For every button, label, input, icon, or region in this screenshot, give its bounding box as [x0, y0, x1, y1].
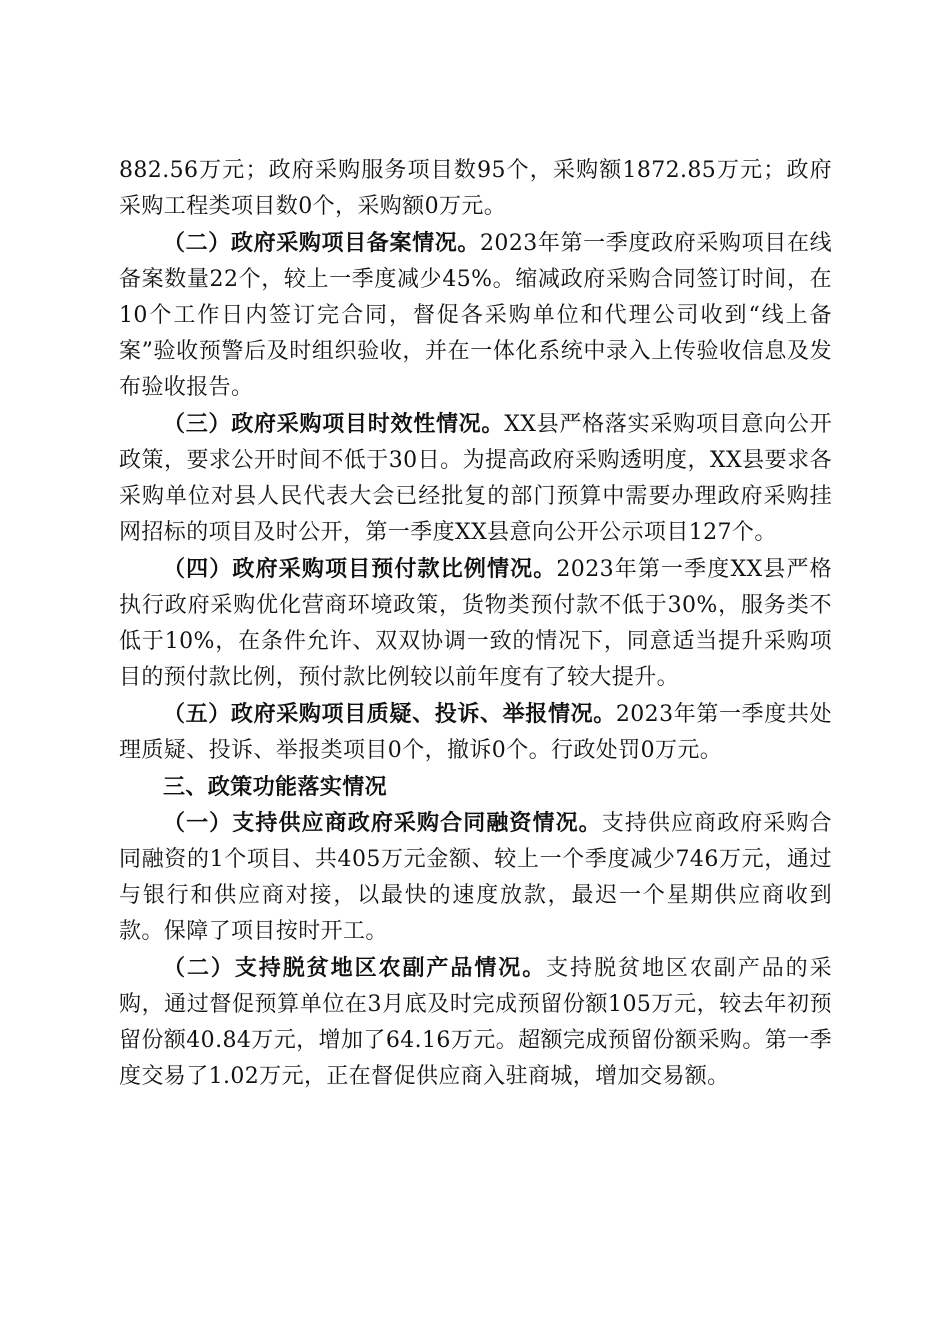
paragraph-lead: （四）政府采购项目预付款比例情况。 — [163, 556, 557, 582]
paragraph-lead: （二）政府采购项目备案情况。 — [163, 230, 481, 256]
paragraph-lead: （五）政府采购项目质疑、投诉、举报情况。 — [163, 701, 616, 727]
paragraph-complaints-status — [119, 696, 832, 769]
paragraph-text: 882.56万元；政府采购服务项目数95个，采购额1872.85万元；政府采购工程类项目数0个，采购额0万元。 — [119, 158, 832, 219]
paragraph-poverty-area-products — [119, 950, 832, 1095]
section-heading: 三、政策功能落实情况 — [163, 774, 388, 800]
paragraph-lead: （一）支持供应商政府采购合同融资情况。 — [163, 810, 602, 836]
paragraph-text: 2023年第一季度共处理质疑、投诉、举报类项目0个，撤诉0个。行政处罚0万元。 — [119, 702, 832, 763]
paragraph-text: 2023年第一季度政府采购项目在线备案数量22个，较上一季度减少45%。缩减政府采购合同签订时间，在10个工作日内签订完合同，督促各采购单位和代理公司收到“线上备案”验收预警后及时组织验收，并在一体化系统中录入上传验收信息及发布验收报告。 — [119, 231, 832, 400]
paragraph-contract-financing — [119, 805, 832, 950]
paragraph-lead: （二）支持脱贫地区农副产品情况。 — [163, 955, 547, 981]
paragraph-text: 支持脱贫地区农副产品的采购，通过督促预算单位在3月底及时完成预留份额105万元，较去年初预留份额40.84万元，增加了64.16万元。超额完成预留份额采购。第一季度交易了1.02万元，正在督促供应商入驻商城，增加交易额。 — [119, 956, 832, 1089]
paragraph-text: 支持供应商政府采购合同融资的1个项目、共405万元金额、较上一个季度减少746万元，通过与银行和供应商对接，以最快的速度放款，最迟一个星期供应商收到款。保障了项目按时开工。 — [119, 811, 832, 944]
paragraph-procurement-summary-continued — [119, 153, 832, 225]
paragraph-text: XX县严格落实采购项目意向公开政策，要求公开时间不低于30日。为提高政府采购透明度，XX县要求各采购单位对县人民代表大会已经批复的部门预算中需要办理政府采购挂网招标的项目及时公开，第一季度XX县意向公开公示项目127个。 — [119, 412, 832, 545]
paragraph-lead: （三）政府采购项目时效性情况。 — [163, 411, 505, 437]
paragraph-text: 2023年第一季度XX县严格执行政府采购优化营商环境政策，货物类预付款不低于30%，服务类不低于10%，在条件允许、双双协调一致的情况下，同意适当提升采购项目的预付款比例，预付款比例较以前年度有了较大提升。 — [119, 557, 832, 690]
paragraph-timeliness-status — [119, 406, 832, 551]
paragraph-advance-payment-status — [119, 551, 832, 696]
paragraph-filing-status — [119, 225, 832, 406]
